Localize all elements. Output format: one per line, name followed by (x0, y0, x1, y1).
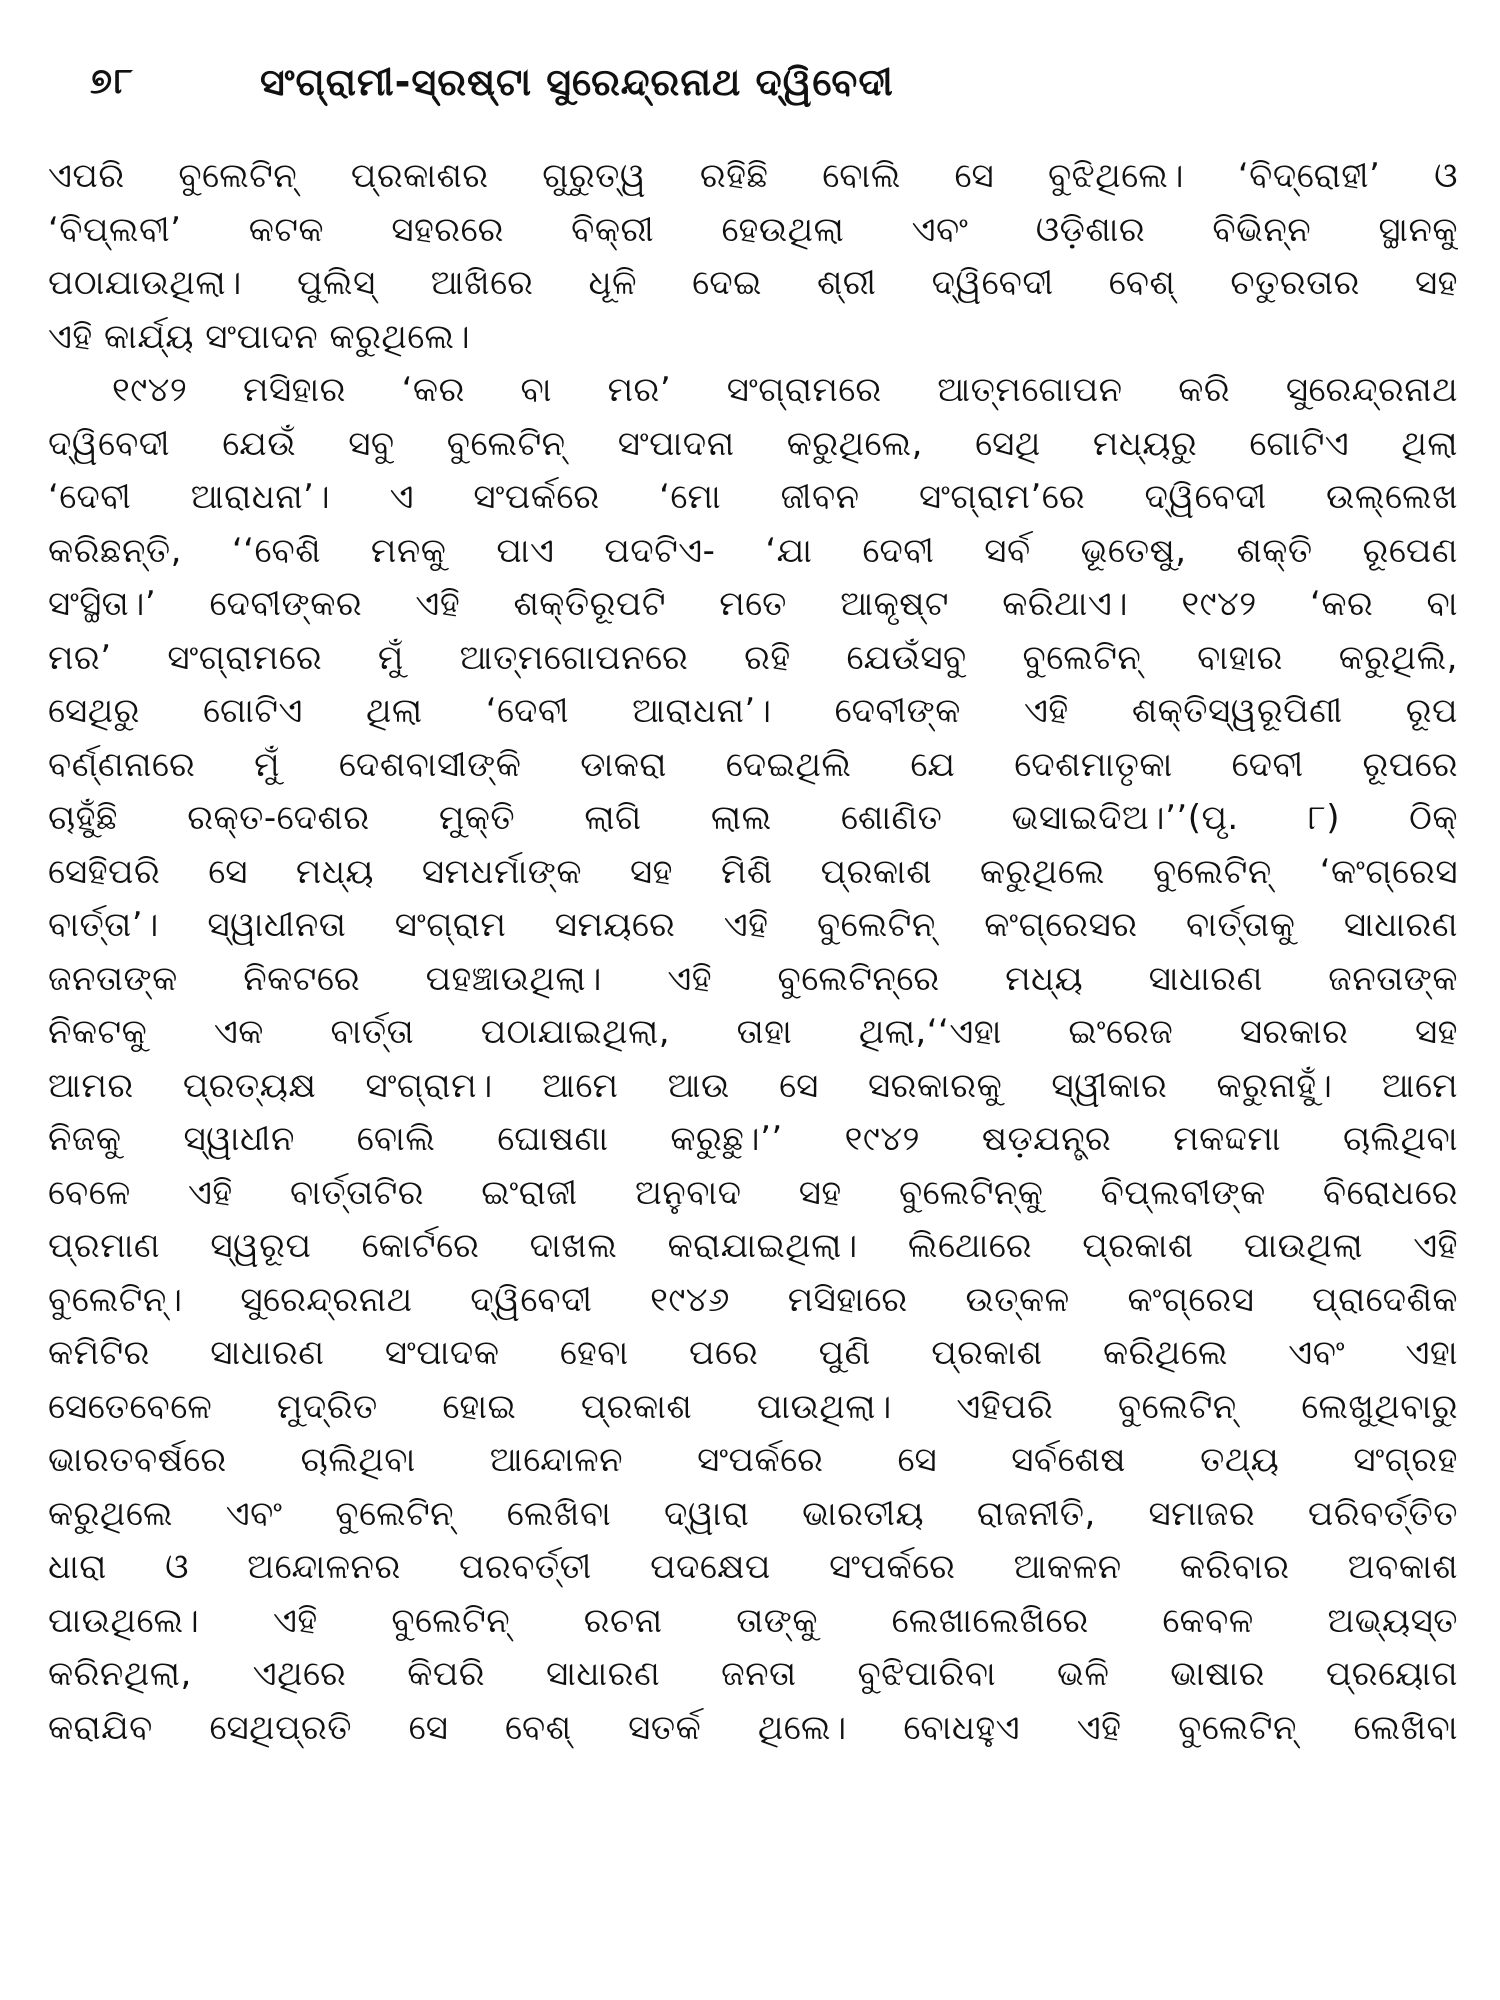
text-line: ଏହି କାର୍ଯ୍ୟ ସଂପାଦନ କରୁଥିଲେ। (48, 316, 471, 357)
text-line: ନିକଟକୁ ଏକ ବାର୍ତ୍ତା ପଠାଯାଇଥିଲା, ତାହା ଥିଲା,‘‘ଏହା ଇଂରେଜ ସରକାର ସହ (48, 1012, 1458, 1052)
text-line: ସେହିପରି ସେ ମଧ୍ୟ ସମଧର୍ମାଙ୍କ ସହ ମିଶି ପ୍ରକାଶ କରୁଥିଲେ ବୁଲେଟିନ୍ ‘କଂଗ୍ରେସ (48, 851, 1458, 892)
text-line: ବୁଲେଟିନ୍। ସୁରେନ୍ଦ୍ରନାଥ ଦ୍ୱିବେଦୀ ୧୯୪୬ ମସିହାରେ ଉତ୍କଳ କଂଗ୍ରେସ ପ୍ରାଦେଶିକ (48, 1279, 1458, 1320)
page-header (90, 52, 1420, 112)
text-line: ପଠାଯାଉଥିଲା। ପୁଲିସ୍ ଆଖିରେ ଧୂଳି ଦେଇ ଶ୍ରୀ ଦ୍ୱିବେଦୀ ବେଶ୍ ଚତୁରତାର ସହ (48, 263, 1458, 303)
text-line: ଜନତାଙ୍କ ନିକଟରେ ପହଞ୍ଚାଉଥିଲା। ଏହି ବୁଲେଟିନ୍‌ରେ ମଧ୍ୟ ସାଧାରଣ ଜନତାଙ୍କ (48, 958, 1458, 999)
page-number: ୭୮ (90, 61, 135, 102)
text-line: ଚାହୁଁଛି ରକ୍ତ-ଦେଶର ମୁକ୍ତି ଲାଗି ଲାଲ ଶୋଣିତ ଭସାଇଦିଅ।’’(ପୃ. ୮) ଠିକ୍ (48, 798, 1458, 838)
text-line: ବାର୍ତ୍ତା’। ସ୍ୱାଧୀନତା ସଂଗ୍ରାମ ସମୟରେ ଏହି ବୁଲେଟିନ୍ କଂଗ୍ରେସର ବାର୍ତ୍ତାକୁ ସାଧାରଣ (48, 905, 1458, 945)
text-line: ସଂସ୍ଥିତା।’ ଦେବୀଙ୍କର ଏହି ଶକ୍ତିରୂପଟି ମତେ ଆକୃଷ୍ଟ କରିଥାଏ। ୧୯୪୨ ‘କର ବା (48, 584, 1458, 624)
text-line: କମିଟିର ସାଧାରଣ ସଂପାଦକ ହେବା ପରେ ପୁଣି ପ୍ରକାଶ କରିଥିଲେ ଏବଂ ଏହା (48, 1333, 1458, 1373)
text-line: କରିଛନ୍ତି, ‘‘ବେଶି ମନକୁ ପାଏ ପଦଟିଏ- ‘ଯା ଦେବୀ ସର୍ବ ଭୂତେଷୁ, ଶକ୍ତି ରୂପେଣ (48, 530, 1458, 571)
text-line: ଧାରା ଓ ଅନ୍ଦୋଳନର ପରବର୍ତ୍ତୀ ପଦକ୍ଷେପ ସଂପର୍କରେ ଆକଳନ କରିବାର ଅବକାଶ (48, 1547, 1458, 1587)
text-line: ସେତେବେଳେ ମୁଦ୍ରିତ ହୋଇ ପ୍ରକାଶ ପାଉଥିଲା। ଏହିପରି ବୁଲେଟିନ୍ ଲେଖୁଥିବାରୁ (48, 1386, 1458, 1427)
text-line: ଆମର ପ୍ରତ୍ୟକ୍ଷ ସଂଗ୍ରାମ। ଆମେ ଆଉ ସେ ସରକାରକୁ ସ୍ୱୀକାର କରୁନାହୁଁ। ଆମେ (48, 1065, 1458, 1106)
text-line: କରାଯିବ ସେଥିପ୍ରତି ସେ ବେଶ୍ ସତର୍କ ଥିଲେ। ବୋଧହୁଏ ଏହି ବୁଲେଟିନ୍ ଲେଖିବା (48, 1707, 1458, 1748)
text-line: ସେଥିରୁ ଗୋଟିଏ ଥିଲା ‘ଦେବୀ ଆରାଧନା’। ଦେବୀଙ୍କ ଏହି ଶକ୍ତିସ୍ୱରୂପିଣୀ ରୂପ (48, 691, 1458, 731)
text-line: ଭାରତବର୍ଷରେ ଚାଲିଥିବା ଆନ୍ଦୋଳନ ସଂପର୍କରେ ସେ ସର୍ବଶେଷ ତଥ୍ୟ ସଂଗ୍ରହ (48, 1440, 1458, 1480)
text-line: ପ୍ରମାଣ ସ୍ୱରୂପ କୋର୍ଟରେ ଦାଖଲ କରାଯାଇଥିଲା। ଲିଥୋରେ ପ୍ରକାଶ ପାଉଥିଲା ଏହି (48, 1226, 1458, 1266)
text-line: ବେଳେ ଏହି ବାର୍ତ୍ତାଟିର ଇଂରାଜୀ ଅନୁବାଦ ସହ ବୁଲେଟିନ୍‌କୁ ବିପ୍ଲବୀଙ୍କ ବିରୋଧରେ (48, 1172, 1458, 1213)
paragraph-start-line: ୧୯୪୨ ମସିହାର ‘କର ବା ମର’ ସଂଗ୍ରାମରେ ଆତ୍ମଗୋପନ କରି ସୁରେନ୍ଦ୍ରନାଥ (112, 370, 1458, 410)
text-line: କରିନଥିଲା, ଏଥିରେ କିପରି ସାଧାରଣ ଜନତା ବୁଝିପାରିବା ଭଳି ଭାଷାର ପ୍ରୟୋଗ (48, 1654, 1458, 1694)
text-line: ବର୍ଣ୍ଣନାରେ ମୁଁ ଦେଶବାସୀଙ୍କି ଡାକରା ଦେଇଥିଲି ଯେ ଦେଶମାତୃକା ଦେବୀ ରୂପରେ (48, 744, 1458, 785)
text-line: ଏପରି ବୁଲେଟିନ୍ ପ୍ରକାଶର ଗୁରୁତ୍ୱ ରହିଛି ବୋଲି ସେ ବୁଝିଥିଲେ। ‘ବିଦ୍ରୋହୀ’ ଓ (48, 156, 1458, 196)
body-text (48, 150, 1458, 1970)
text-line: ଦ୍ୱିବେଦୀ ଯେଉଁ ସବୁ ବୁଲେଟିନ୍ ସଂପାଦନା କରୁଥିଲେ, ସେଥି ମଧ୍ୟରୁ ଗୋଟିଏ ଥିଲା (48, 423, 1458, 464)
text-line: ପାଉଥିଲେ। ଏହି ବୁଲେଟିନ୍ ରଚନା ତାଙ୍କୁ ଲେଖାଲେଖିରେ କେବଳ ଅଭ୍ୟସ୍ତ (48, 1600, 1458, 1641)
text-line: ମର’ ସଂଗ୍ରାମରେ ମୁଁ ଆତ୍ମଗୋପନରେ ରହି ଯେଉଁସବୁ ବୁଲେଟିନ୍ ବାହାର କରୁଥିଲି, (48, 637, 1458, 678)
text-line: ନିଜକୁ ସ୍ୱାଧୀନ ବୋଲି ଘୋଷଣା କରୁଛୁ।’’ ୧୯୪୨ ଷଡ଼ଯନ୍ତ୍ର ମକଦ୍ଦମା ଚାଲିଥିବା (48, 1119, 1458, 1159)
text-line: କରୁଥିଲେ ଏବଂ ବୁଲେଟିନ୍ ଲେଖିବା ଦ୍ୱାରା ଭାରତୀୟ ରାଜନୀତି, ସମାଜର ପରିବର୍ତ୍ତିତ (48, 1493, 1458, 1534)
running-title: ସଂଗ୍ରାମୀ-ସ୍ରଷ୍ଟା ସୁରେନ୍ଦ୍ରନାଥ ଦ୍ୱିବେଦୀ (260, 59, 894, 104)
text-line: ‘ବିପ୍ଲବୀ’ କଟକ ସହରରେ ବିକ୍ରୀ ହେଉଥିଲା ଏବଂ ଓଡ଼ିଶାର ବିଭିନ୍ନ ସ୍ଥାନକୁ (48, 209, 1458, 250)
text-line: ‘ଦେବୀ ଆରାଧନା’। ଏ ସଂପର୍କରେ ‘ମୋ ଜୀବନ ସଂଗ୍ରାମ’ରେ ଦ୍ୱିବେଦୀ ଉଲ୍ଲେଖ (48, 477, 1458, 517)
